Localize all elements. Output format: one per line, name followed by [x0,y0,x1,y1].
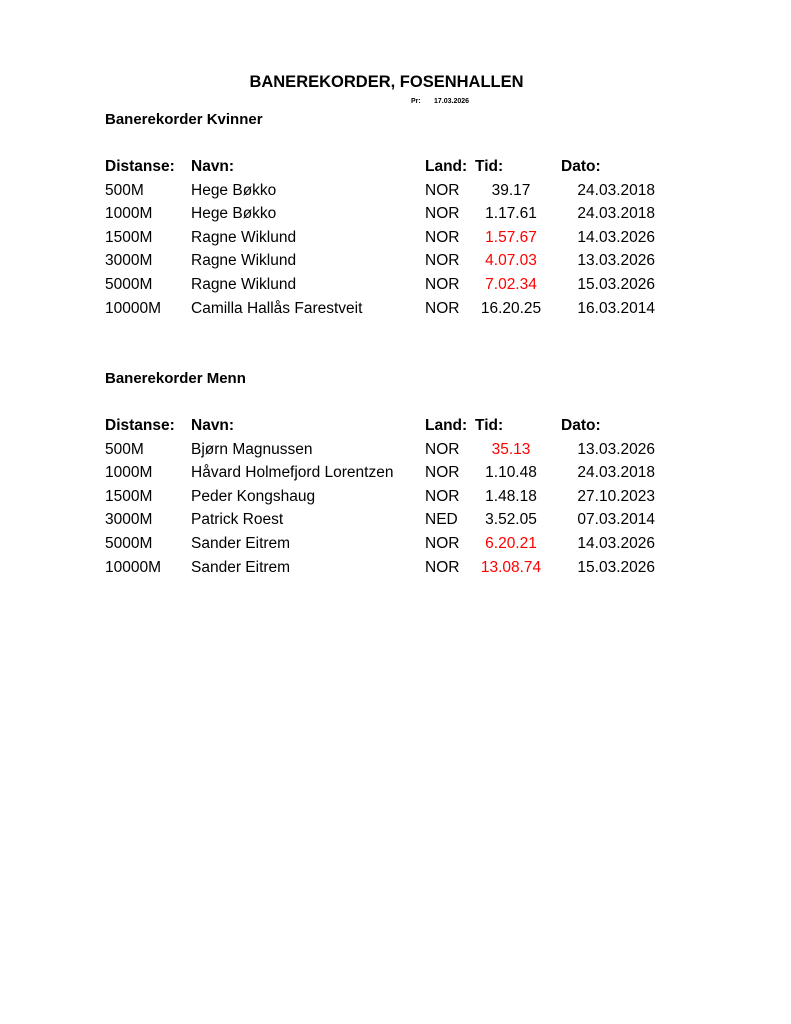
cell-tid: 1.10.48 [485,464,537,482]
cell-land: NOR [425,181,460,199]
cell-dato: 15.03.2026 [577,275,655,293]
header-navn: Navn: [191,158,235,175]
cell-distanse: 10000M [105,558,162,576]
header-land: Land: [425,417,468,434]
as-of-label: Pr: [411,98,421,105]
header-tid: Tid: [475,158,504,175]
cell-dato: 15.03.2026 [577,558,655,576]
cell-tid: 39.17 [491,181,531,199]
cell-distanse: 1000M [105,464,153,482]
cell-dato: 24.03.2018 [577,205,655,223]
cell-navn: Hege Bøkko [191,181,277,199]
cell-distanse: 500M [105,440,144,458]
cell-dato: 07.03.2014 [577,511,655,529]
cell-distanse: 1500M [105,228,153,246]
table-row [105,276,665,300]
cell-dato: 24.03.2018 [577,464,655,482]
cell-tid: 7.02.34 [485,275,537,293]
table-row [105,511,665,535]
cell-dato: 13.03.2026 [577,440,655,458]
cell-land: NOR [425,464,460,482]
cell-navn: Peder Kongshaug [191,487,316,505]
cell-tid: 1.57.67 [485,228,537,246]
header-land: Land: [425,158,468,175]
cell-navn: Sander Eitrem [191,558,291,576]
cell-tid: 35.13 [491,440,531,458]
cell-land: NOR [425,205,460,223]
cell-navn: Bjørn Magnussen [191,440,313,458]
cell-distanse: 1000M [105,205,153,223]
cell-land: NOR [425,275,460,293]
header-distanse: Distanse: [105,158,175,175]
table-row [105,252,665,276]
header-navn: Navn: [191,417,235,434]
cell-distanse: 5000M [105,534,153,552]
records-table-kvinner [105,158,665,323]
cell-land: NOR [425,440,460,458]
cell-dato: 14.03.2026 [577,534,655,552]
cell-land: NOR [425,228,460,246]
table-row [105,205,665,229]
cell-navn: Patrick Roest [191,511,284,529]
cell-dato: 16.03.2014 [577,299,655,317]
table-row [105,535,665,559]
cell-navn: Sander Eitrem [191,534,291,552]
table-row [105,464,665,488]
header-tid: Tid: [475,417,504,434]
cell-land: NOR [425,558,460,576]
cell-distanse: 1500M [105,487,153,505]
cell-navn: Camilla Hallås Farestveit [191,299,363,317]
table-row [105,182,665,206]
table-row [105,559,665,583]
table-header [105,158,665,182]
header-dato: Dato: [561,417,601,434]
table-row [105,229,665,253]
table-row [105,300,665,324]
section-title-menn: Banerekorder Menn [105,370,246,387]
cell-distanse: 3000M [105,511,153,529]
cell-distanse: 3000M [105,252,153,270]
cell-navn: Ragne Wiklund [191,228,297,246]
cell-land: NOR [425,487,460,505]
table-header [105,417,665,441]
cell-land: NOR [425,299,460,317]
cell-tid: 4.07.03 [485,252,537,270]
cell-land: NOR [425,252,460,270]
cell-dato: 14.03.2026 [577,228,655,246]
cell-tid: 13.08.74 [480,558,542,576]
cell-navn: Hege Bøkko [191,205,277,223]
cell-distanse: 10000M [105,299,162,317]
cell-tid: 3.52.05 [485,511,537,529]
cell-land: NED [425,511,458,529]
records-table-menn [105,417,665,582]
cell-tid: 1.17.61 [485,205,537,223]
header-distanse: Distanse: [105,417,175,434]
cell-dato: 13.03.2026 [577,252,655,270]
cell-land: NOR [425,534,460,552]
cell-tid: 6.20.21 [485,534,537,552]
cell-tid: 16.20.25 [480,299,542,317]
cell-navn: Ragne Wiklund [191,275,297,293]
section-title-kvinner: Banerekorder Kvinner [105,111,263,128]
page-title: BANEREKORDER, FOSENHALLEN [249,73,524,91]
cell-tid: 1.48.18 [485,487,537,505]
cell-navn: Håvard Holmefjord Lorentzen [191,464,394,482]
table-row [105,441,665,465]
as-of-date: 17.03.2026 [434,98,470,105]
header-dato: Dato: [561,158,601,175]
cell-distanse: 500M [105,181,144,199]
cell-distanse: 5000M [105,275,153,293]
cell-dato: 24.03.2018 [577,181,655,199]
cell-navn: Ragne Wiklund [191,252,297,270]
table-row [105,488,665,512]
cell-dato: 27.10.2023 [577,487,655,505]
